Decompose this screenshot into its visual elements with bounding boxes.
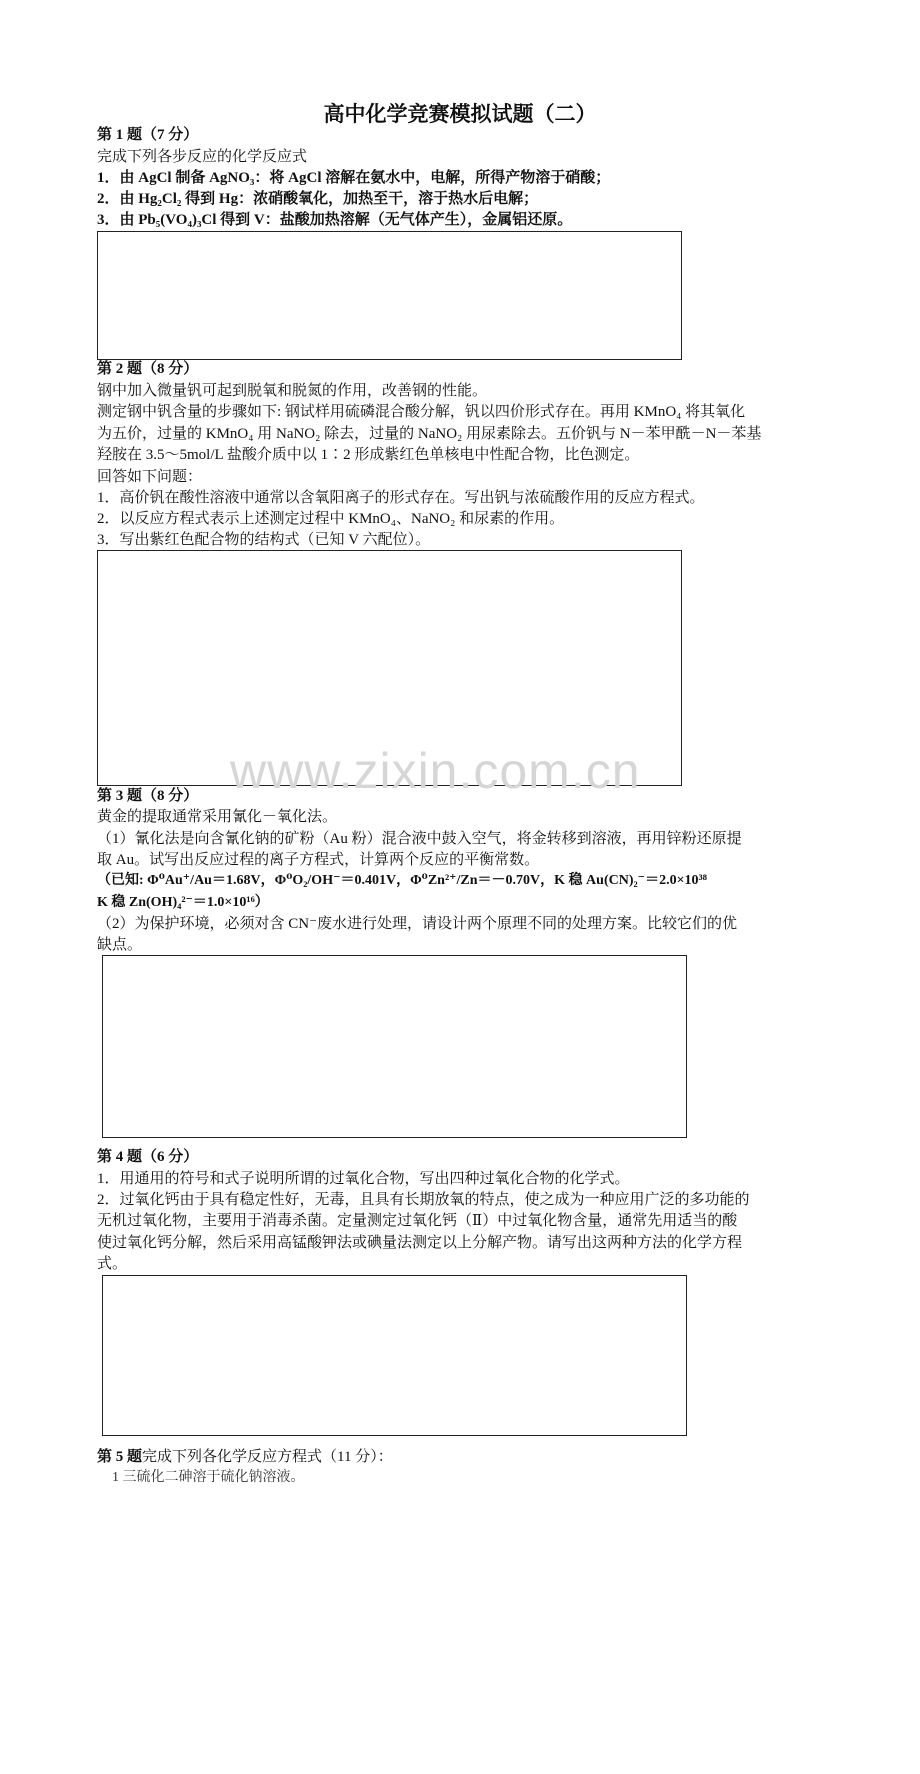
q5-heading-label: 第 5 题 xyxy=(97,1449,143,1465)
q2-line: 测定钢中钒含量的步骤如下: 钢试样用硫磷混合酸分解，钒以四价形式存在。再用 KMnO₄ 将其氧化 xyxy=(97,404,746,420)
page-title: 高中化学竞赛模拟试题（二） xyxy=(323,102,597,126)
q3-line: （1）氰化法是向含氰化钠的矿粉（Au 粉）混合液中鼓入空气，将金转移到溶液，再用锌粉还原提 xyxy=(97,831,742,847)
q5-item: 1 三硫化二砷溶于硫化钠溶液。 xyxy=(112,1470,305,1485)
q4-answer-box[interactable] xyxy=(102,1275,687,1436)
q1-item: 1．由 AgCl 制备 AgNO₃：将 AgCl 溶解在氨水中，电解，所得产物溶于硝酸； xyxy=(97,170,611,186)
q3-line: 取 Au。试写出反应过程的离子方程式，计算两个反应的平衡常数。 xyxy=(97,852,540,868)
q2-line: 为五价，过量的 KMnO₄ 用 NaNO₂ 除去，过量的 NaNO₂ 用尿素除去。五价钒与 N－苯甲酰－N－苯基 xyxy=(97,426,762,442)
q4-line: 2．过氧化钙由于具有稳定性好，无毒，且具有长期放氧的特点，使之成为一种应用广泛的多功能的 xyxy=(97,1192,750,1208)
q3-heading: 第 3 题（8 分） xyxy=(97,788,199,804)
q2-item: 3．写出紫红色配合物的结构式（已知 V 六配位）。 xyxy=(97,532,431,548)
q2-heading: 第 2 题（8 分） xyxy=(97,361,199,377)
q2-line: 钢中加入微量钒可起到脱氧和脱氮的作用，改善钢的性能。 xyxy=(97,383,488,399)
q3-line: K 稳 Zn(OH)₄²⁻＝1.0×10¹⁶） xyxy=(97,895,269,910)
q5-heading-text: 完成下列各化学反应方程式（11 分）： xyxy=(142,1449,393,1465)
q1-heading: 第 1 题（7 分） xyxy=(97,127,199,143)
watermark: www.zixin.com.cn xyxy=(230,743,641,799)
q4-line: 式。 xyxy=(97,1256,128,1272)
q1-answer-box[interactable] xyxy=(97,231,682,360)
q1-item: 2．由 Hg₂Cl₂ 得到 Hg：浓硝酸氧化，加热至干，溶于热水后电解； xyxy=(97,191,539,207)
q1-intro: 完成下列各步反应的化学反应式 xyxy=(97,149,308,165)
q2-item: 1．高价钒在酸性溶液中通常以含氧阳离子的形式存在。写出钒与浓硫酸作用的反应方程式。 xyxy=(97,490,705,506)
q2-line: 回答如下问题： xyxy=(97,469,203,485)
q1-item: 3．由 Pb₅(VO₄)₃Cl 得到 V：盐酸加热溶解（无气体产生），金属铝还原。 xyxy=(97,212,573,228)
q5-heading xyxy=(97,1447,393,1467)
q4-line: 无机过氧化物，主要用于消毒杀菌。定量测定过氧化钙（Ⅱ）中过氧化物含量，通常先用适当的酸 xyxy=(97,1213,738,1229)
q4-heading: 第 4 题（6 分） xyxy=(97,1149,199,1165)
q3-line: 缺点。 xyxy=(97,937,143,953)
q3-line: （已知: Φ⁰Au⁺/Au＝1.68V，Φ⁰O₂/OH⁻＝0.401V，Φ⁰Zn²⁺/Zn＝－0.70V，K 稳 Au(CN)₂⁻＝2.0×10³⁸ xyxy=(97,873,707,888)
q3-line: 黄金的提取通常采用氰化－氧化法。 xyxy=(97,809,338,825)
q3-answer-box[interactable] xyxy=(102,955,687,1138)
q4-line: 1．用通用的符号和式子说明所谓的过氧化合物，写出四种过氧化合物的化学式。 xyxy=(97,1171,630,1187)
q3-line: （2）为保护环境，必须对含 CN⁻废水进行处理，请设计两个原理不同的处理方案。比较它们的优 xyxy=(97,916,738,932)
q4-line: 使过氧化钙分解，然后采用高锰酸钾法或碘量法测定以上分解产物。请写出这两种方法的化学方程 xyxy=(97,1235,743,1251)
q2-item: 2．以反应方程式表示上述测定过程中 KMnO₄、NaNO₂ 和尿素的作用。 xyxy=(97,511,565,527)
q2-line: 羟胺在 3.5～5mol/L 盐酸介质中以 1∶2 形成紫红色单核电中性配合物，比色测定。 xyxy=(97,447,640,463)
